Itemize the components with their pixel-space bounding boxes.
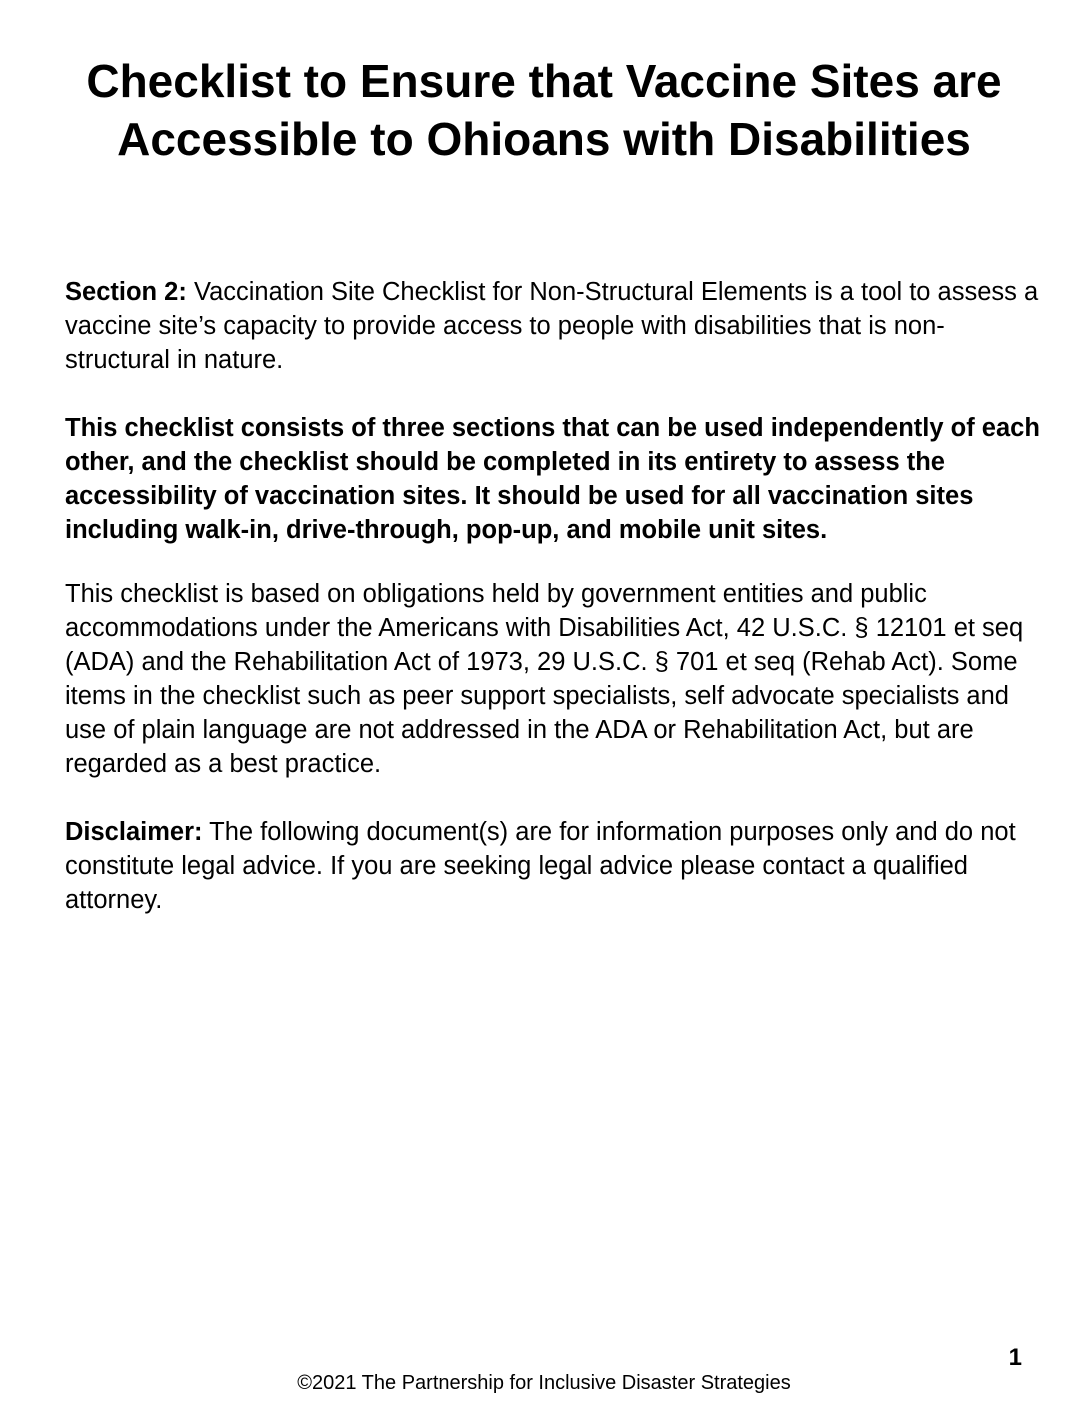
- document-body: [65, 275, 1040, 917]
- page-number: 1: [1008, 1344, 1022, 1371]
- legal-basis-paragraph: This checklist is based on obligations held by government entities and public accommodations under the Americans with Disabilities Act, 42 U.S.C. § 12101 et seq (ADA) and the Rehabilitation Act of 1973, 29 U.S.C. § 701 et seq (Rehab Act). Some items in the checklist such as peer support specialists, self advocate specialists and use of plain language are not addressed in the ADA or Rehabilitation Act, but are regarded as a best practice.: [65, 580, 1024, 778]
- page-title: [0, 52, 1088, 168]
- disclaimer-paragraph: [65, 815, 1040, 917]
- section-label: Section 2:: [65, 278, 187, 306]
- title-line-1: Checklist to Ensure that Vaccine Sites are: [86, 55, 1002, 107]
- title-line-2: Accessible to Ohioans with Disabilities: [117, 113, 971, 165]
- section-text: Vaccination Site Checklist for Non-Structural Elements is a tool to assess a vaccine site’s capacity to provide access to people with disabilities that is non-structural in nature.: [65, 278, 1039, 374]
- section-paragraph: [65, 275, 1040, 377]
- disclaimer-text: The following document(s) are for information purposes only and do not constitute legal advice. If you are seeking legal advice please contact a qualified attorney.: [65, 818, 1016, 914]
- disclaimer-label: Disclaimer:: [65, 818, 203, 846]
- footer-copyright: ©2021 The Partnership for Inclusive Disaster Strategies: [297, 1372, 791, 1394]
- bold-paragraph: This checklist consists of three sections that can be used independently of each other, and the checklist should be completed in its entirety to assess the accessibility of vaccination sites. It should be used for all vaccination sites including walk-in, drive-through, pop-up, and mobile unit sites.: [65, 414, 1040, 544]
